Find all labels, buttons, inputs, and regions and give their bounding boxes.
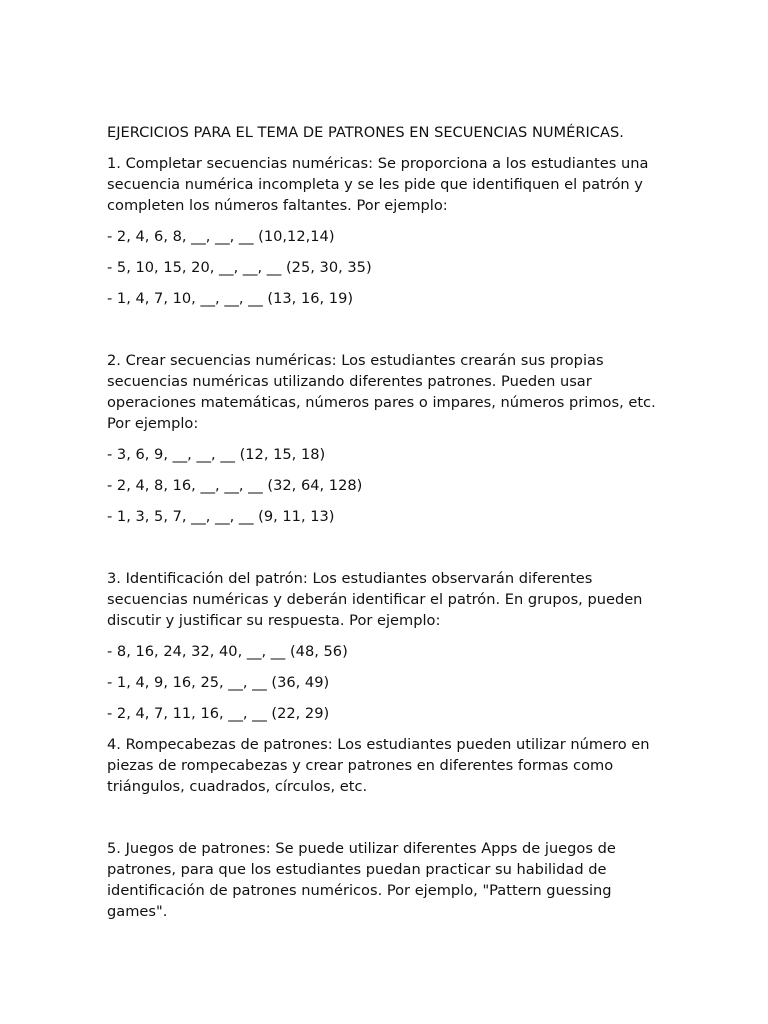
document-page <box>107 122 667 932</box>
section-3-example-1: - 8, 16, 24, 32, 40, __, __ (48, 56) <box>107 643 348 660</box>
section-2-intro: 2. Crear secuencias numéricas: Los estudiantes crearán sus propias secuencias numéricas utilizando diferentes patrones. Pueden usar operaciones matemáticas, números pares o impares, números primos, etc. Por ejemplo: <box>107 352 661 432</box>
section-2-example-1: - 3, 6, 9, __, __, __ (12, 15, 18) <box>107 446 326 463</box>
document-title: EJERCICIOS PARA EL TEMA DE PATRONES EN SECUENCIAS NUMÉRICAS. <box>107 124 624 141</box>
section-1-example-3: - 1, 4, 7, 10, __, __, __ (13, 16, 19) <box>107 290 354 307</box>
section-2-example-2: - 2, 4, 8, 16, __, __, __ (32, 64, 128) <box>107 477 363 494</box>
section-4-intro: 4. Rompecabezas de patrones: Los estudiantes pueden utilizar número en piezas de rompecabezas y crear patrones en diferentes formas como triángulos, cuadrados, círculos, etc. <box>107 736 655 795</box>
section-5-intro: 5. Juegos de patrones: Se puede utilizar diferentes Apps de juegos de patrones, para que los estudiantes puedan practicar su habilidad de identificación de patrones numéricos. Por ejemplo, "Pattern guessing games". <box>107 840 621 920</box>
section-2-example-3: - 1, 3, 5, 7, __, __, __ (9, 11, 13) <box>107 508 335 525</box>
spacer <box>107 807 667 838</box>
section-3-example-3: - 2, 4, 7, 11, 16, __, __ (22, 29) <box>107 705 330 722</box>
section-1-example-2: - 5, 10, 15, 20, __, __, __ (25, 30, 35) <box>107 259 372 276</box>
section-3-example-2: - 1, 4, 9, 16, 25, __, __ (36, 49) <box>107 674 330 691</box>
section-1-example-1: - 2, 4, 6, 8, __, __, __ (10,12,14) <box>107 228 335 245</box>
section-1-intro: 1. Completar secuencias numéricas: Se proporciona a los estudiantes una secuencia numérica incompleta y se les pide que identifiquen el patrón y completen los números faltantes. Por ejemplo: <box>107 155 654 214</box>
section-3-intro: 3. Identificación del patrón: Los estudiantes observarán diferentes secuencias numéricas y deberán identificar el patrón. En grupos, pueden discutir y justificar su respuesta. Por ejemplo: <box>107 570 648 629</box>
spacer <box>107 319 667 350</box>
spacer <box>107 537 667 568</box>
